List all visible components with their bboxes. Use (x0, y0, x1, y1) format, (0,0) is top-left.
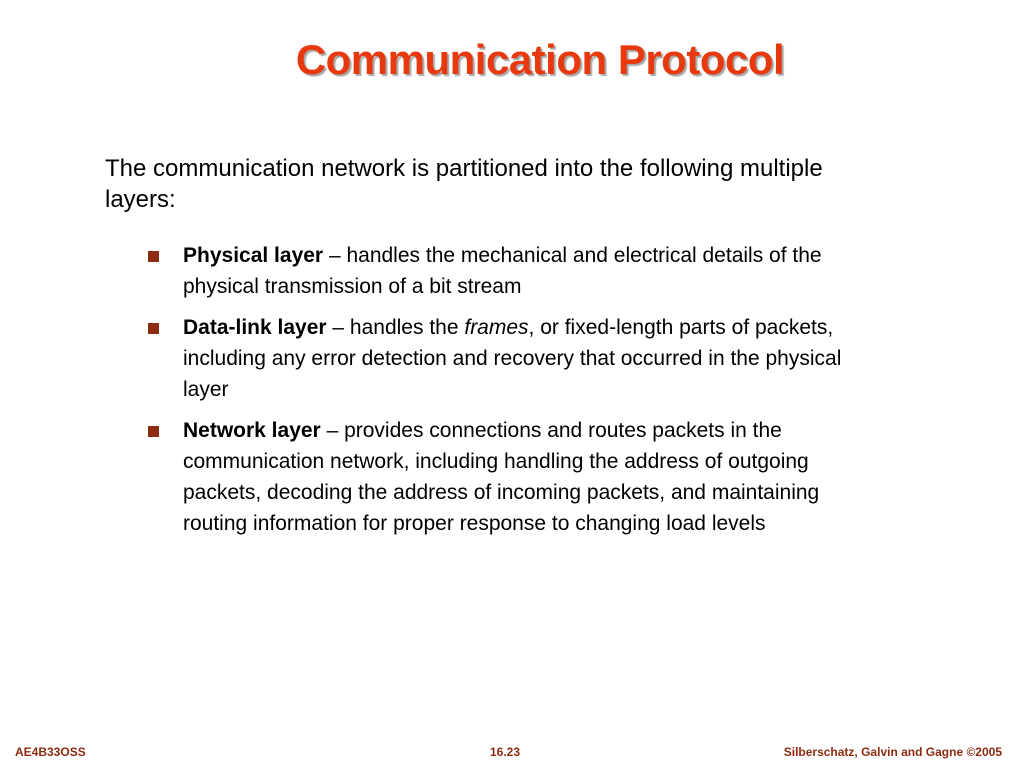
bullet-text: – provides connections and routes packets in the communication network, including handling the address of outgoing packets, decoding the address of incoming packets, and maintaining routing information for proper response to changing load levels (183, 419, 820, 535)
bullet-list (148, 240, 858, 549)
bullet-text: – handles the mechanical and electrical details of the physical transmission of a bit stream (183, 244, 822, 298)
bullet-network-layer (148, 415, 858, 539)
bullet-emphasis: frames (464, 316, 529, 339)
footer-copyright: Silberschatz, Galvin and Gagne ©2005 (783, 745, 1002, 759)
bullet-term: Network layer (183, 419, 321, 442)
bullet-text: – handles the (326, 316, 465, 339)
footer-page-number: 16.23 (490, 745, 521, 759)
bullet-term: Physical layer (183, 244, 324, 267)
bullet-physical-layer (148, 240, 858, 302)
slide-title: Communication Protocol (295, 36, 785, 83)
square-bullet-icon (148, 323, 159, 334)
square-bullet-icon (148, 251, 159, 262)
bullet-text: , or fixed-length parts of packets, including any error detection and recovery that occurred in the physical layer (183, 316, 842, 401)
footer-course-code: AE4B33OSS (15, 745, 86, 759)
bullet-data-link-layer (148, 312, 858, 405)
intro-text: The communication network is partitioned into the following multiple layers: (105, 155, 823, 213)
square-bullet-icon (148, 426, 159, 437)
bullet-term: Data-link layer (183, 316, 327, 339)
